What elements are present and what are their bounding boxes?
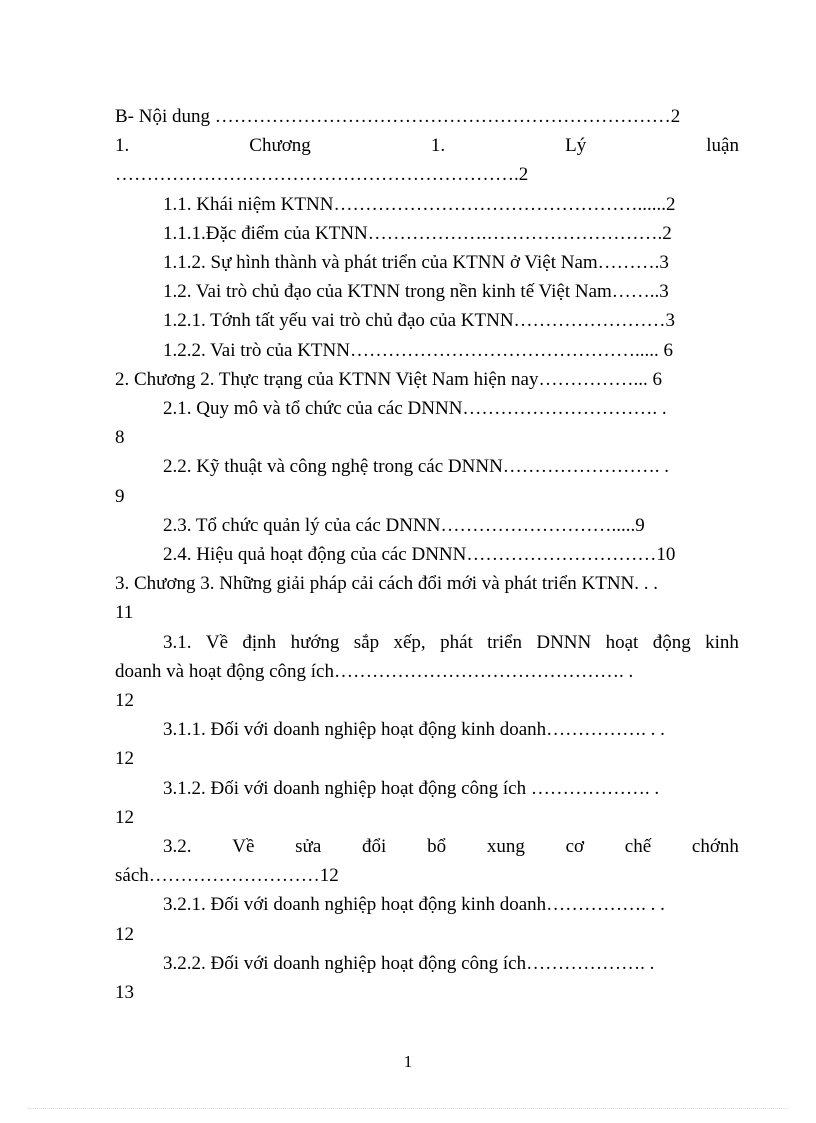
toc-word: định [242, 631, 277, 653]
toc-entry-3-1-cont: doanh và hoạt động công ích………………………………………. . [115, 660, 634, 682]
toc-word: phát [440, 631, 473, 653]
toc-entry-1-1: 1.1. Khái niệm KTNN…………………………………………......2 [163, 193, 676, 215]
toc-word: 1. [115, 135, 130, 157]
toc-page-2-1: 8 [115, 427, 125, 449]
footer-divider [28, 1108, 788, 1109]
toc-word: sắp [353, 631, 380, 653]
toc-page-3-2-2: 13 [115, 982, 134, 1004]
toc-entry-chapter-2: 2. Chương 2. Thực trạng của KTNN Việt Nam hiện nay……………... 6 [115, 368, 662, 390]
toc-word: 3.2. [163, 836, 192, 858]
toc-page-2-2: 9 [115, 485, 125, 507]
toc-entry-3-2-1: 3.2.1. Đối với doanh nghiệp hoạt động kinh doanh……………. . . [163, 894, 665, 916]
toc-word: sửa [295, 836, 322, 858]
toc-word: kinh [705, 631, 739, 653]
toc-word: Về [205, 631, 229, 653]
toc-entry-2-3: 2.3. Tổ chức quản lý của các DNNN……………………….....9 [163, 514, 645, 536]
toc-entry-1-2-1: 1.2.1. Tớnh tất yếu vai trò chủ đạo của KTNN……………………3 [163, 310, 676, 332]
toc-entry-3-2-cont: sách………………………12 [115, 865, 339, 887]
toc-page-chapter-3: 11 [115, 602, 134, 624]
toc-page-3-1: 12 [115, 690, 134, 712]
toc-word: hoạt [605, 631, 639, 653]
toc-entry-3-2-2: 3.2.2. Đối với doanh nghiệp hoạt động công ích………………. . [163, 952, 655, 974]
toc-entry-3-2 [115, 832, 739, 861]
toc-entry-b: B- Nội dung ………………………………………………………………2 [115, 106, 681, 127]
toc-entry-3-1 [115, 628, 739, 657]
toc-word: xếp, [393, 631, 426, 653]
toc-page-3-2-1: 12 [115, 923, 134, 945]
toc-word: cơ [565, 836, 585, 858]
toc-entry-2-2: 2.2. Kỹ thuật và công nghệ trong các DNNN……………………. . [163, 456, 670, 478]
toc-word: 3.1. [163, 631, 192, 653]
toc-entry-chapter-1-cont: ……………………………………………………….2 [115, 164, 529, 186]
toc-word: Chương [249, 135, 311, 157]
page-number: 1 [403, 1052, 413, 1071]
toc-entry-1-1-2: 1.1.2. Sự hình thành và phát triển của KTNN ở Việt Nam……….3 [163, 252, 669, 274]
toc-entry-chapter-1 [115, 131, 739, 160]
toc-entry-3-1-1: 3.1.1. Đối với doanh nghiệp hoạt động kinh doanh……………. . . [163, 719, 665, 741]
toc-word: xung [486, 836, 525, 858]
toc-word: luận [706, 135, 739, 157]
toc-word: hướng [290, 631, 340, 653]
toc-page-3-1-1: 12 [115, 748, 134, 770]
toc-word: chế [624, 836, 652, 858]
toc-entry-1-1-1: 1.1.1.Đặc điểm của KTNN……………….……………………….2 [163, 222, 672, 244]
toc-word: DNNN [536, 631, 592, 653]
toc-entry-1-2-2: 1.2.2. Vai trò của KTNN………………………………………..... 6 [163, 339, 673, 361]
toc-word: chớnh [691, 836, 739, 858]
toc-word: động [652, 631, 691, 653]
toc-entry-3-1-2: 3.1.2. Đối với doanh nghiệp hoạt động công ích ………………. . [163, 777, 660, 799]
toc-entry-1-2: 1.2. Vai trò chủ đạo của KTNN trong nền kinh tế Việt Nam……..3 [163, 281, 669, 303]
toc-word: Lý [565, 135, 587, 157]
toc-word: triển [487, 631, 522, 653]
toc-word: bổ [427, 836, 447, 858]
toc-entry-chapter-3: 3. Chương 3. Những giải pháp cải cách đổi mới và phát triển KTNN. . . [115, 573, 659, 595]
toc-word: Về [232, 836, 255, 858]
toc-word: 1. [430, 135, 446, 157]
toc-entry-2-1: 2.1. Quy mô và tổ chức của các DNNN…………………………. . [163, 398, 667, 420]
toc-page-3-1-2: 12 [115, 806, 134, 828]
toc-entry-2-4: 2.4. Hiệu quả hoạt động của các DNNN…………………………10 [163, 544, 676, 566]
table-of-contents [115, 102, 739, 1007]
toc-word: đổi [362, 836, 387, 858]
